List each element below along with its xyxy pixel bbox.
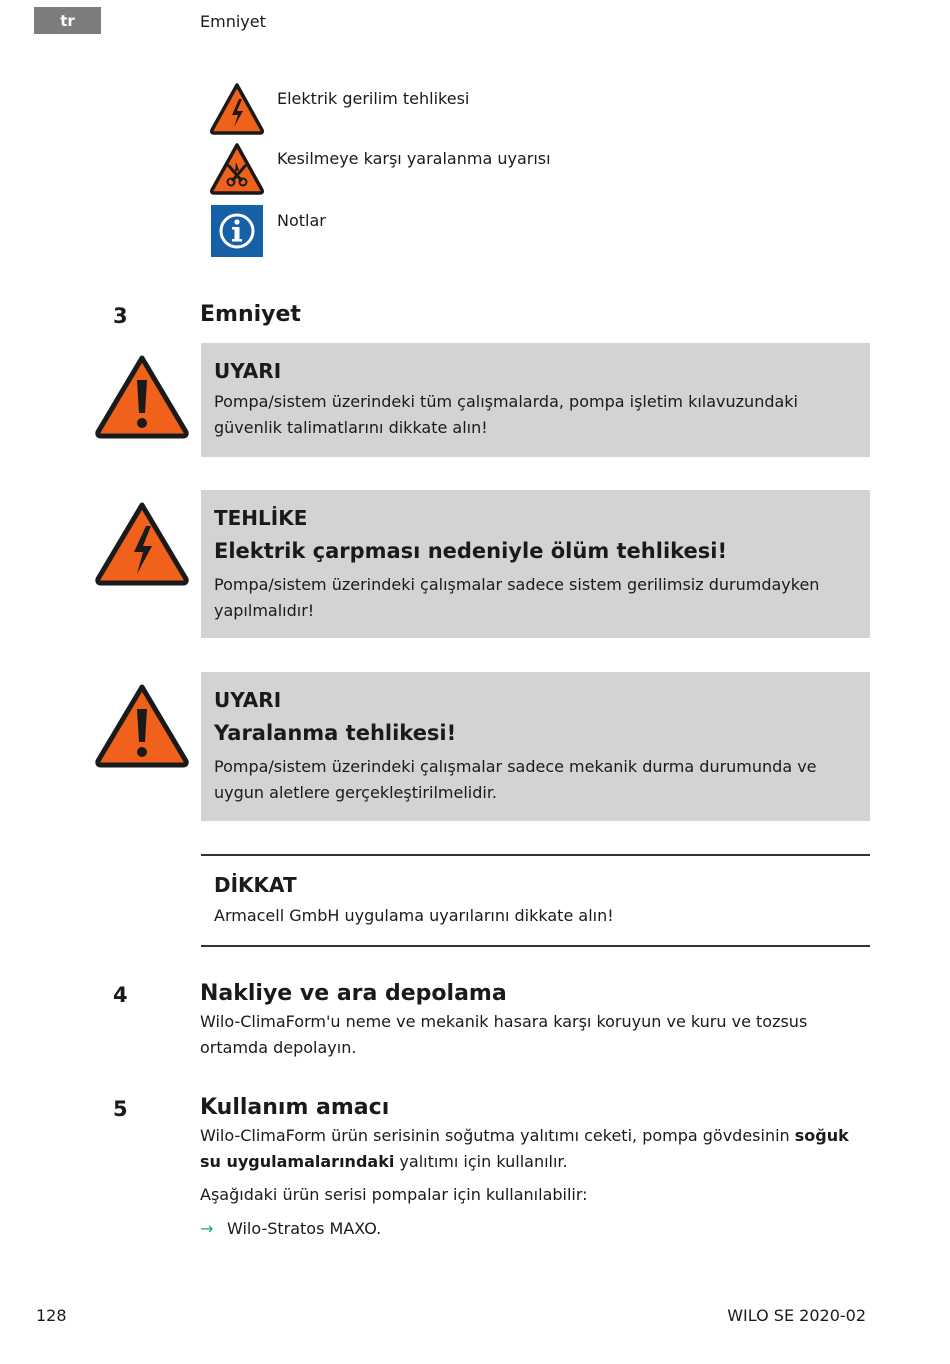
paragraph-text: Wilo-ClimaForm ürün serisinin soğutma yalıtımı ceketi, pompa gövdesinin — [200, 1126, 795, 1145]
section-paragraph: Wilo-ClimaForm'u neme ve mekanik hasara karşı koruyun ve kuru ve tozsus ortamda depolayın. — [200, 1012, 808, 1057]
warning-heading: UYARI — [214, 359, 282, 383]
warning-text: Pompa/sistem üzerindeki çalışmalar sadece mekanik durma durumunda ve uygun aletlere gerçekleştirilmelidir. — [214, 757, 817, 802]
danger-subheading: Elektrik çarpması nedeniyle ölüm tehlikesi! — [214, 539, 728, 563]
cut-hazard-icon — [209, 142, 265, 196]
section-title: Emniyet — [200, 302, 301, 327]
info-icon — [209, 204, 265, 258]
section-number: 3 — [113, 304, 128, 328]
arrow-right-icon: → — [200, 1219, 214, 1238]
section-number: 5 — [113, 1097, 128, 1121]
footer-publisher: WILO SE 2020-02 — [727, 1306, 866, 1325]
warning-heading: UYARI — [214, 688, 282, 712]
warning-text: Pompa/sistem üzerindeki tüm çalışmalarda, pompa işletim kılavuzundaki güvenlik talimatlarını dikkate alın! — [214, 392, 798, 437]
legend-label: Notlar — [277, 211, 326, 230]
section-title: Nakliye ve ara depolama — [200, 981, 507, 1006]
section-number: 4 — [113, 983, 128, 1007]
warning-icon — [95, 684, 189, 768]
section-title: Kullanım amacı — [200, 1095, 390, 1120]
page-number: 128 — [36, 1306, 67, 1325]
danger-box — [201, 490, 870, 638]
language-tab: tr — [34, 7, 101, 34]
danger-text: Pompa/sistem üzerindeki çalışmalar sadece sistem gerilimsiz durumdayken yapılmalıdır! — [214, 575, 820, 620]
list-item — [200, 1216, 381, 1242]
warning-subheading: Yaralanma tehlikesi! — [214, 721, 457, 745]
warning-box — [201, 672, 870, 821]
danger-heading: TEHLİKE — [214, 506, 308, 530]
paragraph-bold-text: soğuk su uygulamalarındaki — [200, 1126, 849, 1171]
caution-heading: DİKKAT — [214, 873, 297, 897]
section-paragraph — [200, 1123, 870, 1175]
electric-hazard-icon — [209, 82, 265, 136]
legend-label: Kesilmeye karşı yaralanma uyarısı — [277, 149, 551, 168]
legend-label: Elektrik gerilim tehlikesi — [277, 89, 470, 108]
paragraph-text: yalıtımı için kullanılır. — [394, 1152, 568, 1171]
caution-text: Armacell GmbH uygulama uyarılarını dikkate alın! — [214, 906, 614, 925]
list-item-text: Wilo-Stratos MAXO. — [227, 1219, 382, 1238]
caution-note — [201, 854, 870, 947]
running-header: Emniyet — [200, 12, 266, 31]
warning-box — [201, 343, 870, 457]
electric-hazard-icon — [95, 502, 189, 586]
section-paragraph: Aşağıdaki ürün serisi pompalar için kullanılabilir: — [200, 1185, 588, 1204]
warning-icon — [95, 355, 189, 439]
